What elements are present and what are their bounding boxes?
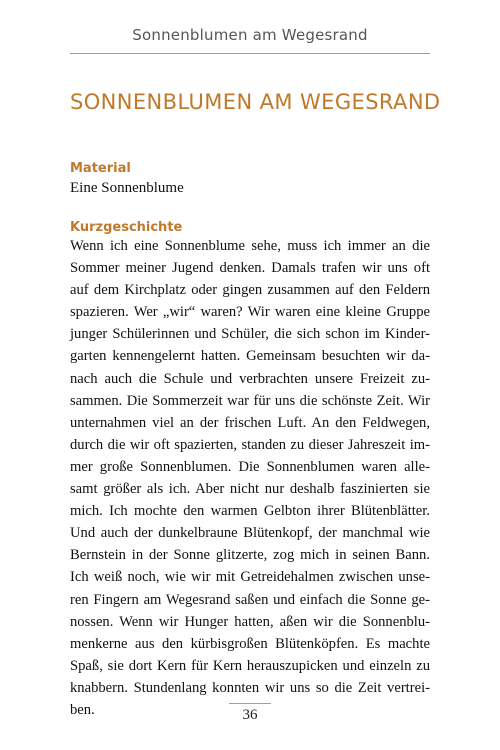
story-line: samt größer als ich. Aber nicht nur deshalb faszinierten sie xyxy=(70,481,430,498)
story-line: knabbern. Stundenlang konnten wir uns so die Zeit vertrei- xyxy=(70,679,430,696)
story-line: Ich weiß noch, wie wir mit Getreidehalmen zwischen unse- xyxy=(70,569,430,586)
story-line: nach auch die Schule und verbrachten unsere Freizeit zu- xyxy=(70,370,430,387)
story-line: spazieren. Wer „wir“ waren? Wir waren eine kleine Gruppe xyxy=(70,304,430,321)
story-line: ben. xyxy=(70,701,95,718)
story-line: Wenn ich eine Sonnenblume sehe, muss ich immer an die xyxy=(70,238,430,254)
story-line: Sommer meiner Jugend denken. Damals trafen wir uns oft xyxy=(70,260,430,277)
page-number: 36 xyxy=(242,707,258,723)
story-body xyxy=(70,235,430,721)
story-line: sammen. Die Sommerzeit war für uns die schönste Zeit. Wir xyxy=(70,392,430,409)
running-header: Sonnenblumen am Wegesrand xyxy=(132,26,368,44)
story-line: Bernstein in der Sonne glitzerte, zog mich in seinen Bann. xyxy=(70,547,430,564)
story-line: mer große Sonnenblumen. Die Sonnenblumen waren alle- xyxy=(70,458,430,475)
material-heading: Material xyxy=(70,161,131,176)
story-line: ren Fingern am Wegesrand saßen und einfach die Sonne ge- xyxy=(70,591,430,608)
story-line: unternahmen viel an der frischen Luft. An den Feldwegen, xyxy=(70,414,430,431)
story-line: mich. Ich mochte den warmen Gelbton ihrer Blütenblätter. xyxy=(70,503,430,520)
story-line: junger Schülerinnen und Schüler, die sich schon im Kinder- xyxy=(70,326,430,343)
story-heading: Kurzgeschichte xyxy=(70,220,183,235)
story-line: garten kennengelernt hatten. Gemeinsam besuchten wir da- xyxy=(70,348,430,365)
story-line: Spaß, sie dort Kern für Kern herauszupicken und einzeln zu xyxy=(70,657,430,674)
material-text: Eine Sonnenblume xyxy=(70,180,184,196)
footer-rule xyxy=(229,703,271,704)
story-line: menkerne aus den kürbisgroßen Blütenköpfen. Es machte xyxy=(70,635,430,652)
story-line: nossen. Wenn wir Hunger hatten, aßen wir die Sonnenblu- xyxy=(70,613,430,630)
chapter-title: SONNENBLUMEN AM WEGESRAND xyxy=(70,90,441,114)
story-line: Und auch der dunkelbraune Blütenkopf, der manchmal wie xyxy=(70,525,430,542)
story-line: durch die wir oft spazierten, standen zu dieser Jahreszeit im- xyxy=(70,436,430,453)
story-line: auf dem Kirchplatz oder gingen zusammen auf den Feldern xyxy=(70,282,430,299)
header-rule xyxy=(70,53,430,54)
